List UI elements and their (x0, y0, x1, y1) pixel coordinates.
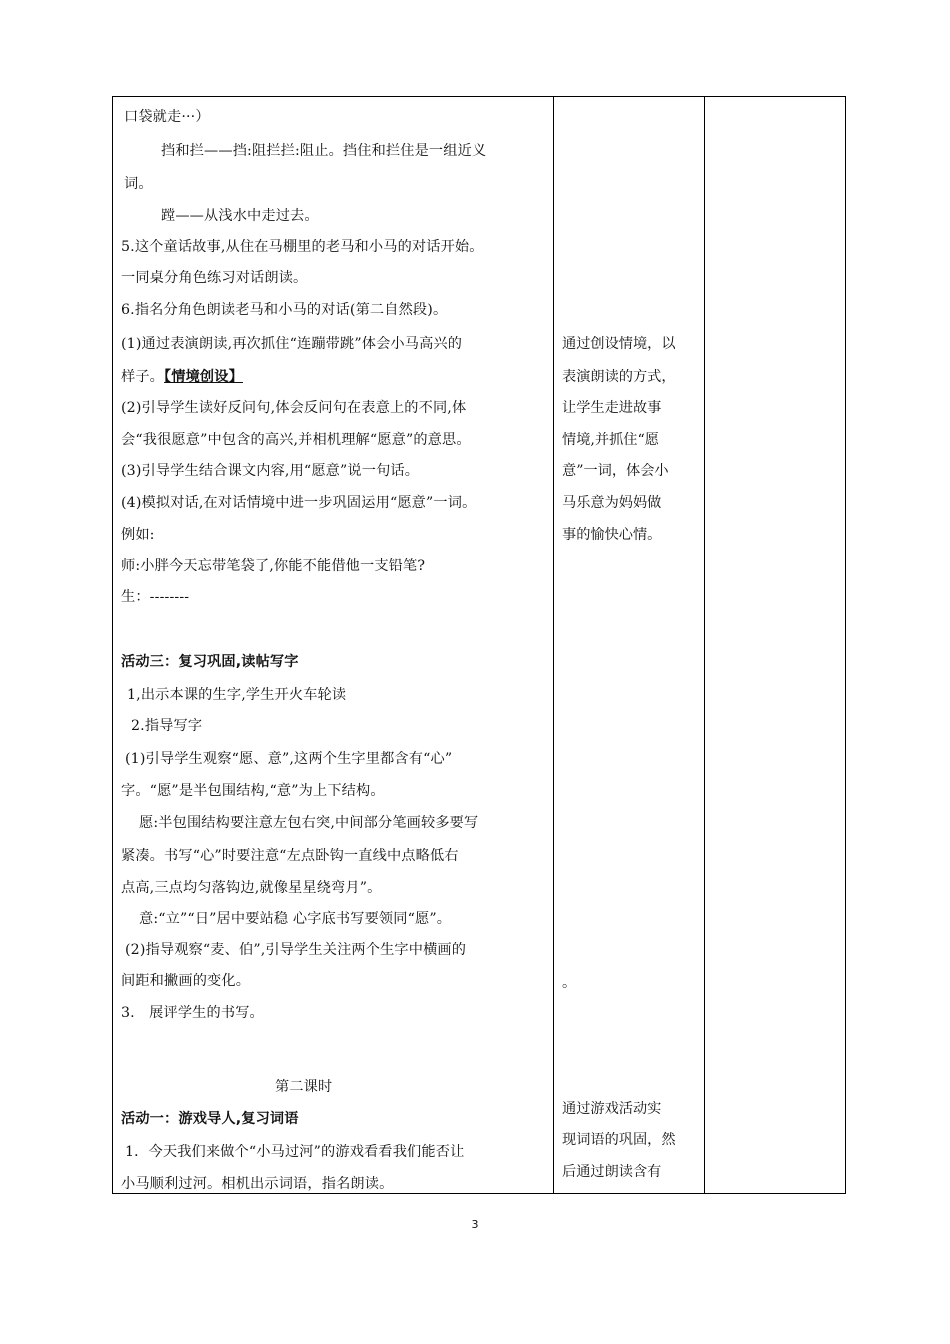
text-line: 词。 (124, 176, 153, 192)
tag-scenario: 【情境创设】 (164, 369, 243, 385)
note-line: 通过游戏活动实 (562, 1101, 662, 1117)
text-line: 2.指导写字 (131, 718, 203, 734)
text-line: 小马顺利过河。相机出示词语，指名朗读。 (121, 1176, 394, 1192)
text-line: 生：-------- (121, 589, 190, 605)
text-line: (3)引导学生结合课文内容,用“愿意”说一句话。 (121, 463, 420, 479)
page-number: 3 (471, 1218, 479, 1231)
note-line: 让学生走进故事 (562, 400, 662, 416)
text-line: (4)模拟对话,在对话情境中进一步巩固运用“愿意”一词。 (121, 495, 477, 511)
text-line: 5.这个童话故事,从住在马棚里的老马和小马的对话开始。 (121, 239, 484, 255)
note-line: 通过创设情境，以 (562, 336, 676, 352)
text-line: 字。“愿”是半包围结构,“意”为上下结构。 (121, 783, 385, 799)
text-line: 意:“立”“日”居中要站稳 心字底书写要领同“愿”。 (139, 911, 452, 927)
text-line: (2)指导观察“麦、伯”,引导学生关注两个生字中横画的 (125, 942, 467, 958)
text-line: 3. 展评学生的书写。 (121, 1005, 264, 1021)
text-line: (1)引导学生观察“愿、意”,这两个生字里都含有“心” (125, 751, 453, 767)
lesson-plan-table (112, 96, 846, 1194)
text-line: 愿:半包围结构要注意左包右突,中间部分笔画较多要写 (139, 815, 479, 831)
design-intent-column (554, 97, 704, 1193)
text-line: 点高,三点均匀落钩边,就像星星绕弯月”。 (121, 880, 382, 896)
text-line: 间距和撇画的变化。 (121, 973, 251, 989)
note-line: 马乐意为妈妈做 (562, 495, 662, 511)
text-line: 会“我很愿意”中包含的高兴,并相机理解“愿意”的意思。 (121, 432, 471, 448)
text-line: 口袋就走···） (124, 109, 210, 125)
note-line: 事的愉快心情。 (562, 527, 662, 543)
text-line: 一同桌分角色练习对话朗读。 (121, 270, 308, 286)
note-line: 表演朗读的方式， (562, 369, 676, 385)
lesson-subheading: 第二课时 (275, 1079, 333, 1095)
text-line: 1,出示本课的生字,学生开火车轮读 (127, 687, 347, 703)
note-line: 。 (562, 975, 577, 991)
activity-heading: 活动三：复习巩固,读帖写字 (121, 654, 299, 670)
text-line: 6.指名分角色朗读老马和小马的对话(第二自然段)。 (121, 302, 448, 318)
text-line: (1)通过表演朗读,再次抓住“连蹦带跳”体会小马高兴的 (121, 336, 463, 352)
text-line: (2)引导学生读好反问句,体会反问句在表意上的不同,体 (121, 400, 467, 416)
note-line: 情境,并抓住“愿 (562, 432, 659, 448)
note-line: 意”一词，体会小 (562, 463, 669, 479)
activity-heading: 活动一：游戏导人,复习词语 (121, 1111, 299, 1127)
text-line: 紧凑。书写“心”时要注意“左点卧钩一直线中点略低右 (121, 848, 459, 864)
column-divider (704, 97, 705, 1193)
text-segment: 样子。 (121, 369, 165, 385)
note-line: 现词语的巩固，然 (562, 1132, 676, 1148)
text-line: 1．今天我们来做个“小马过河”的游戏看看我们能否让 (125, 1144, 465, 1160)
text-line: 挡和拦——挡:阻拦拦:阻止。挡住和拦住是一组近义 (161, 143, 487, 159)
text-line: 例如: (121, 527, 155, 543)
text-line: 师:小胖今天忘带笔袋了,你能不能借他一支铅笔? (121, 558, 426, 574)
text-line: 蹚——从浅水中走过去。 (161, 208, 319, 224)
text-line (121, 367, 243, 387)
teaching-process-column (113, 97, 553, 1193)
note-line: 后通过朗读含有 (562, 1164, 662, 1180)
